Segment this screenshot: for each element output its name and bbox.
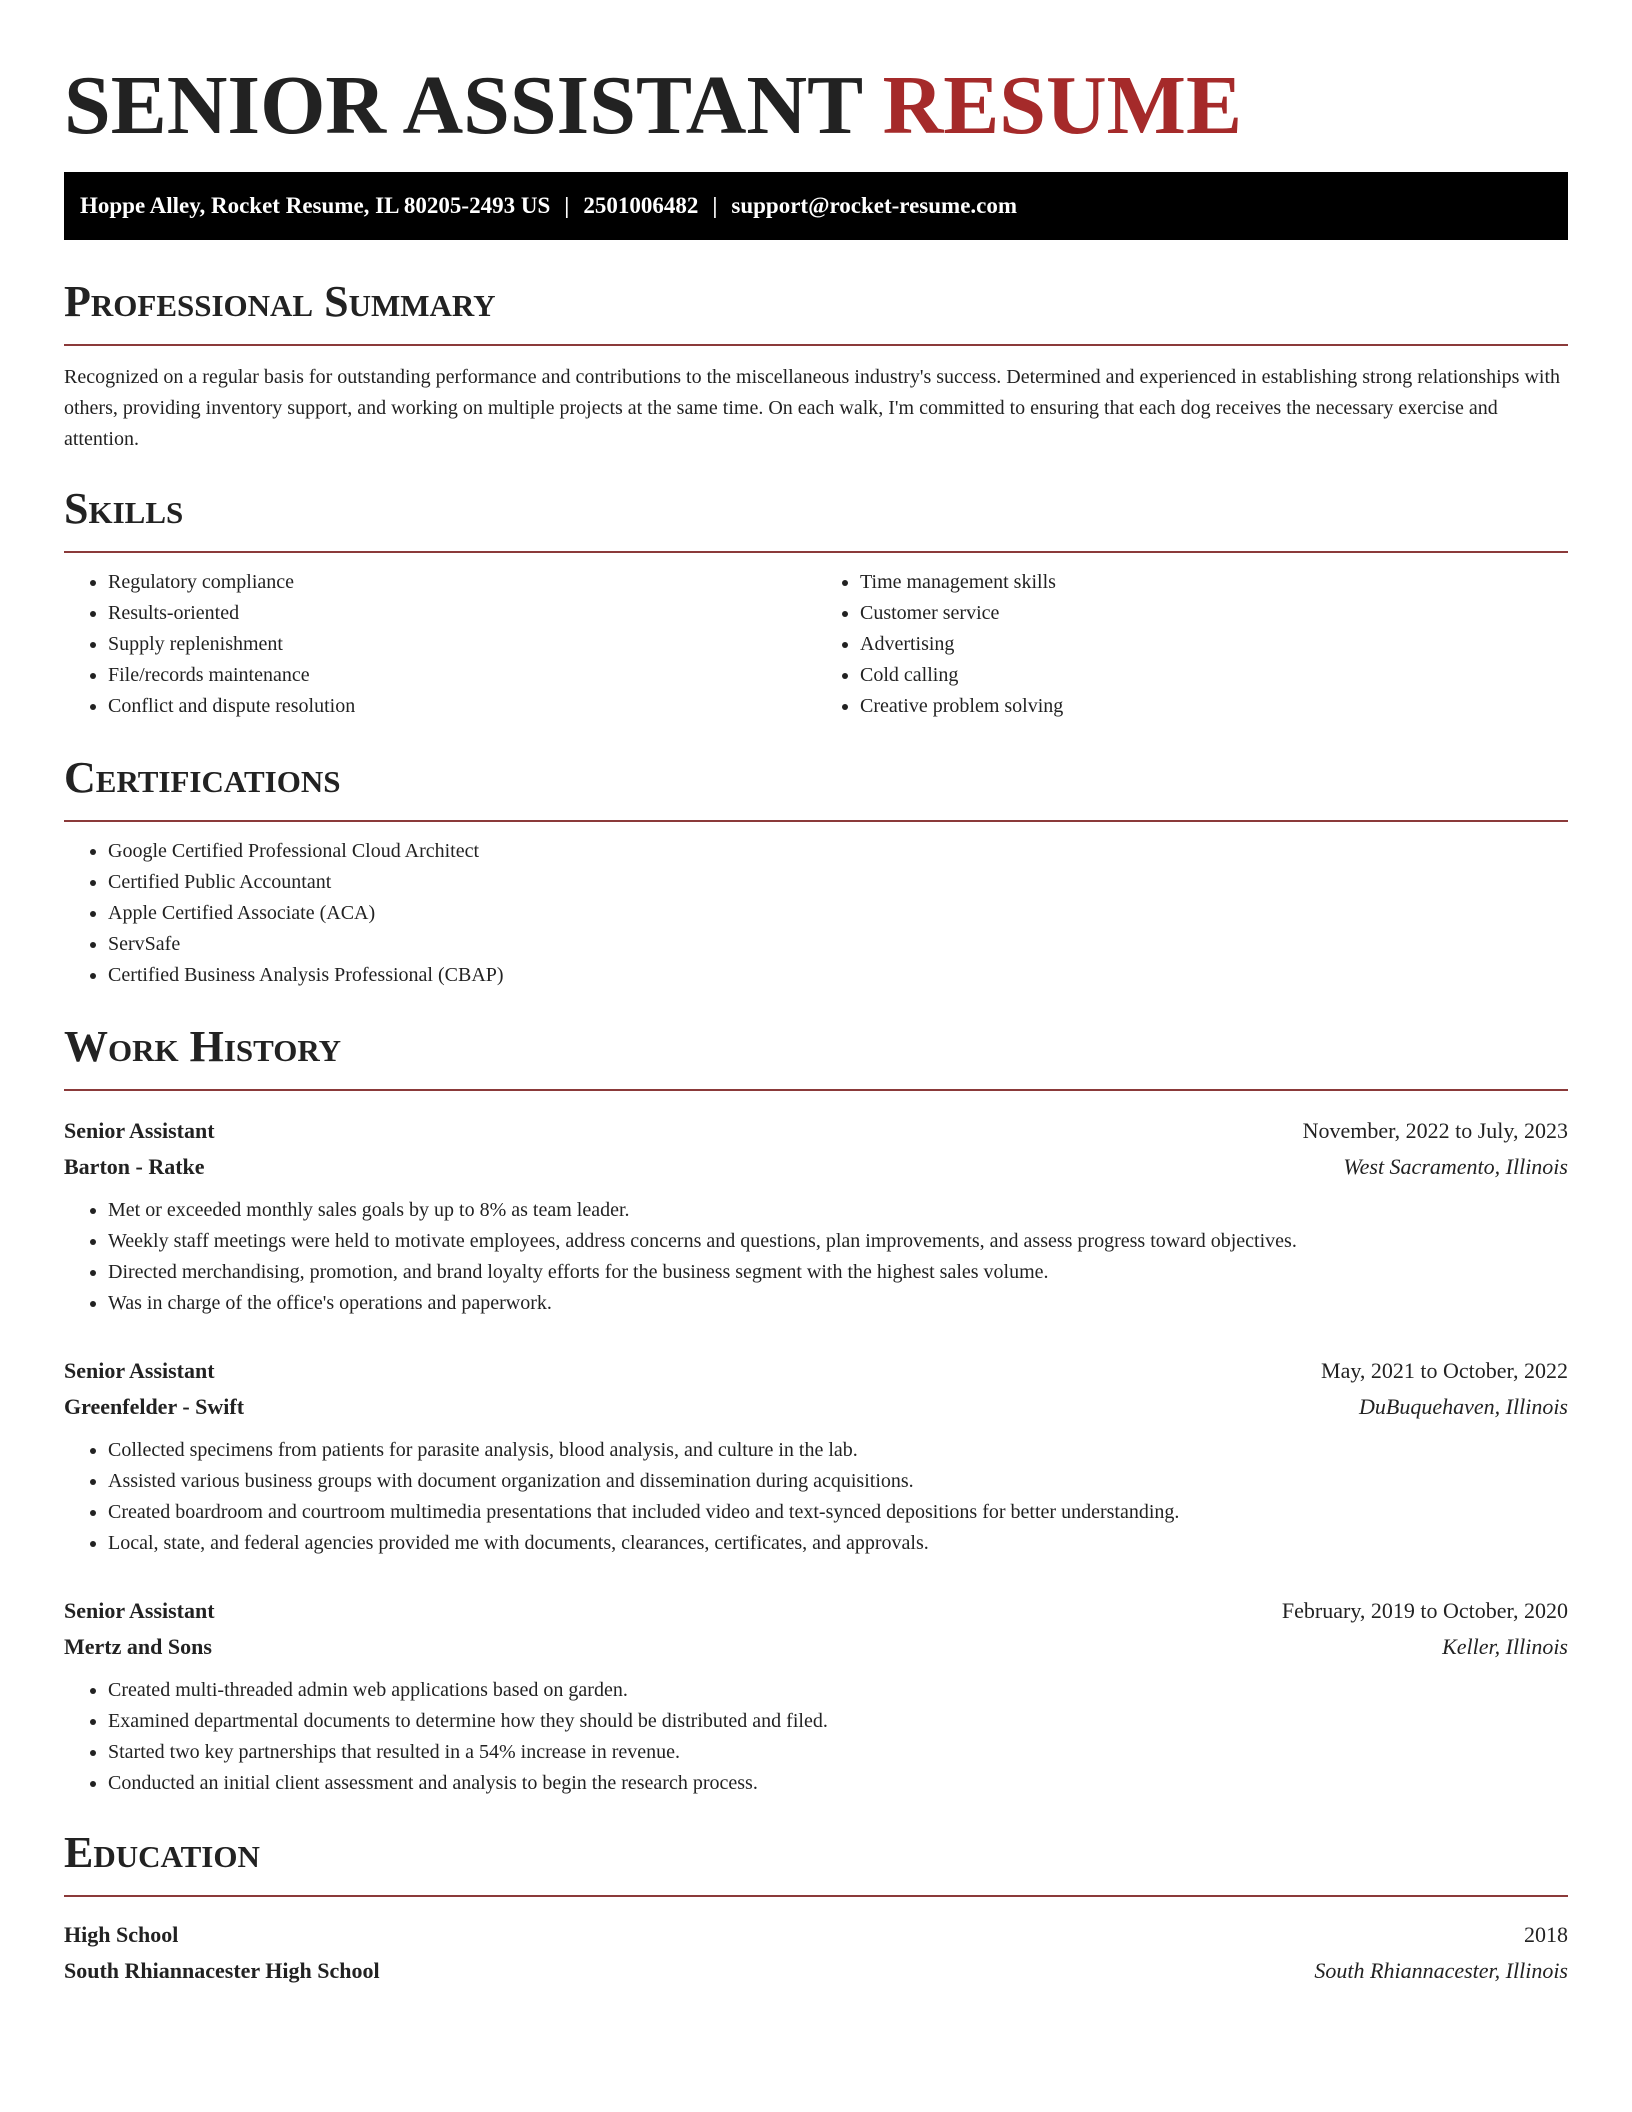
certification-item: • ServSafe — [108, 929, 1568, 960]
job-bullet: • Created boardroom and courtroom multimedia presentations that included video and text-synced depositions for better understanding. — [108, 1497, 1568, 1528]
job-bullet: • Created multi-threaded admin web applications based on garden. — [108, 1675, 1568, 1706]
job-title: Senior Assistant — [64, 1598, 215, 1623]
job-company: Greenfelder - Swift — [64, 1394, 245, 1419]
education-section — [64, 1827, 1568, 1989]
job-bullet: • Met or exceeded monthly sales goals by up to 8% as team leader. — [108, 1195, 1568, 1226]
certification-item: • Certified Business Analysis Professional (CBAP) — [108, 960, 1568, 991]
job-title: Senior Assistant — [64, 1118, 215, 1143]
work-history-section — [64, 1021, 1568, 1799]
skill-item: • Creative problem solving — [860, 691, 1568, 722]
contact-separator: | — [564, 193, 570, 218]
skill-item: • Regulatory compliance — [108, 567, 816, 598]
job-entry — [64, 1353, 1568, 1559]
job-bullet: • Examined departmental documents to determine how they should be distributed and filed. — [108, 1706, 1568, 1737]
contact-email: support@rocket-resume.com — [731, 193, 1018, 218]
skill-item: • Cold calling — [860, 660, 1568, 691]
skill-item: • Supply replenishment — [108, 629, 816, 660]
job-dates: May, 2021 to October, 2022 — [1321, 1358, 1568, 1383]
job-location: Keller, Illinois — [1442, 1634, 1568, 1659]
certification-item: • Google Certified Professional Cloud Architect — [108, 836, 1568, 867]
education-location: South Rhiannacester, Illinois — [1314, 1958, 1568, 1983]
job-bullets — [64, 1195, 1568, 1319]
job-entry — [64, 1113, 1568, 1319]
job-company: Mertz and Sons — [64, 1634, 212, 1659]
section-heading-certifications: Certifications — [64, 752, 1568, 822]
certification-item: • Apple Certified Associate (ACA) — [108, 898, 1568, 929]
job-company: Barton - Ratke — [64, 1154, 205, 1179]
education-degree: High School — [64, 1922, 179, 1947]
job-title-row — [64, 1593, 1568, 1629]
job-bullet: • Local, state, and federal agencies provided me with documents, clearances, certificates, and approvals. — [108, 1528, 1568, 1559]
education-year: 2018 — [1524, 1922, 1568, 1947]
job-bullet: • Conducted an initial client assessment and analysis to begin the research process. — [108, 1768, 1568, 1799]
job-bullets — [64, 1675, 1568, 1799]
summary-text: Recognized on a regular basis for outstanding performance and contributions to the miscellaneous industry's success. Determined and experienced in establishing strong relationships with others, providing inventory support, and working on multiple projects at the same time. On each walk, I'm committed to ensuring that each dog receives the necessary exercise and attention. — [64, 366, 1560, 450]
skills-list-left — [64, 567, 816, 722]
certifications-list — [64, 836, 1568, 991]
skill-item: • Conflict and dispute resolution — [108, 691, 816, 722]
title-accent: RESUME — [882, 59, 1242, 152]
job-location: DuBuquehaven, Illinois — [1359, 1394, 1568, 1419]
job-title: Senior Assistant — [64, 1358, 215, 1383]
skill-item: • Results-oriented — [108, 598, 816, 629]
contact-bar — [64, 172, 1568, 240]
section-heading-summary: Professional Summary — [64, 276, 1568, 346]
title-main: SENIOR ASSISTANT — [64, 59, 862, 152]
job-title-row — [64, 1113, 1568, 1149]
certifications-section — [64, 752, 1568, 991]
job-bullet: • Directed merchandising, promotion, and brand loyalty efforts for the business segment with the highest sales volume. — [108, 1257, 1568, 1288]
education-entry — [64, 1917, 1568, 1989]
job-dates: November, 2022 to July, 2023 — [1302, 1118, 1568, 1143]
contact-separator: | — [712, 193, 718, 218]
section-heading-skills: Skills — [64, 483, 1568, 553]
skills-section — [64, 483, 1568, 722]
skill-item: • File/records maintenance — [108, 660, 816, 691]
job-dates: February, 2019 to October, 2020 — [1281, 1598, 1568, 1623]
section-heading-education: Education — [64, 1827, 1568, 1897]
certification-item: • Certified Public Accountant — [108, 867, 1568, 898]
summary-section — [64, 276, 1568, 455]
job-company-row — [64, 1389, 1568, 1425]
job-bullet: • Started two key partnerships that resulted in a 54% increase in revenue. — [108, 1737, 1568, 1768]
job-bullet: • Assisted various business groups with document organization and dissemination during acquisitions. — [108, 1466, 1568, 1497]
skill-item: • Customer service — [860, 598, 1568, 629]
job-bullets — [64, 1435, 1568, 1559]
education-school: South Rhiannacester High School — [64, 1958, 380, 1983]
skill-item: • Time management skills — [860, 567, 1568, 598]
contact-phone: 2501006482 — [583, 193, 699, 218]
job-company-row — [64, 1629, 1568, 1665]
job-title-row — [64, 1353, 1568, 1389]
education-degree-row — [64, 1917, 1568, 1953]
skills-grid — [64, 567, 1568, 722]
job-bullet: • Was in charge of the office's operations and paperwork. — [108, 1288, 1568, 1319]
job-company-row — [64, 1149, 1568, 1185]
contact-address: Hoppe Alley, Rocket Resume, IL 80205-2493 US — [80, 193, 551, 218]
skills-list-right — [816, 567, 1568, 722]
job-entry — [64, 1593, 1568, 1799]
skill-item: • Advertising — [860, 629, 1568, 660]
section-heading-work-history: Work History — [64, 1021, 1568, 1091]
job-bullet: • Collected specimens from patients for parasite analysis, blood analysis, and culture in the lab. — [108, 1435, 1568, 1466]
resume-title — [64, 56, 1568, 156]
job-bullet: • Weekly staff meetings were held to motivate employees, address concerns and questions, plan improvements, and assess progress toward objectives. — [108, 1226, 1568, 1257]
job-location: West Sacramento, Illinois — [1343, 1154, 1568, 1179]
education-school-row — [64, 1953, 1568, 1989]
